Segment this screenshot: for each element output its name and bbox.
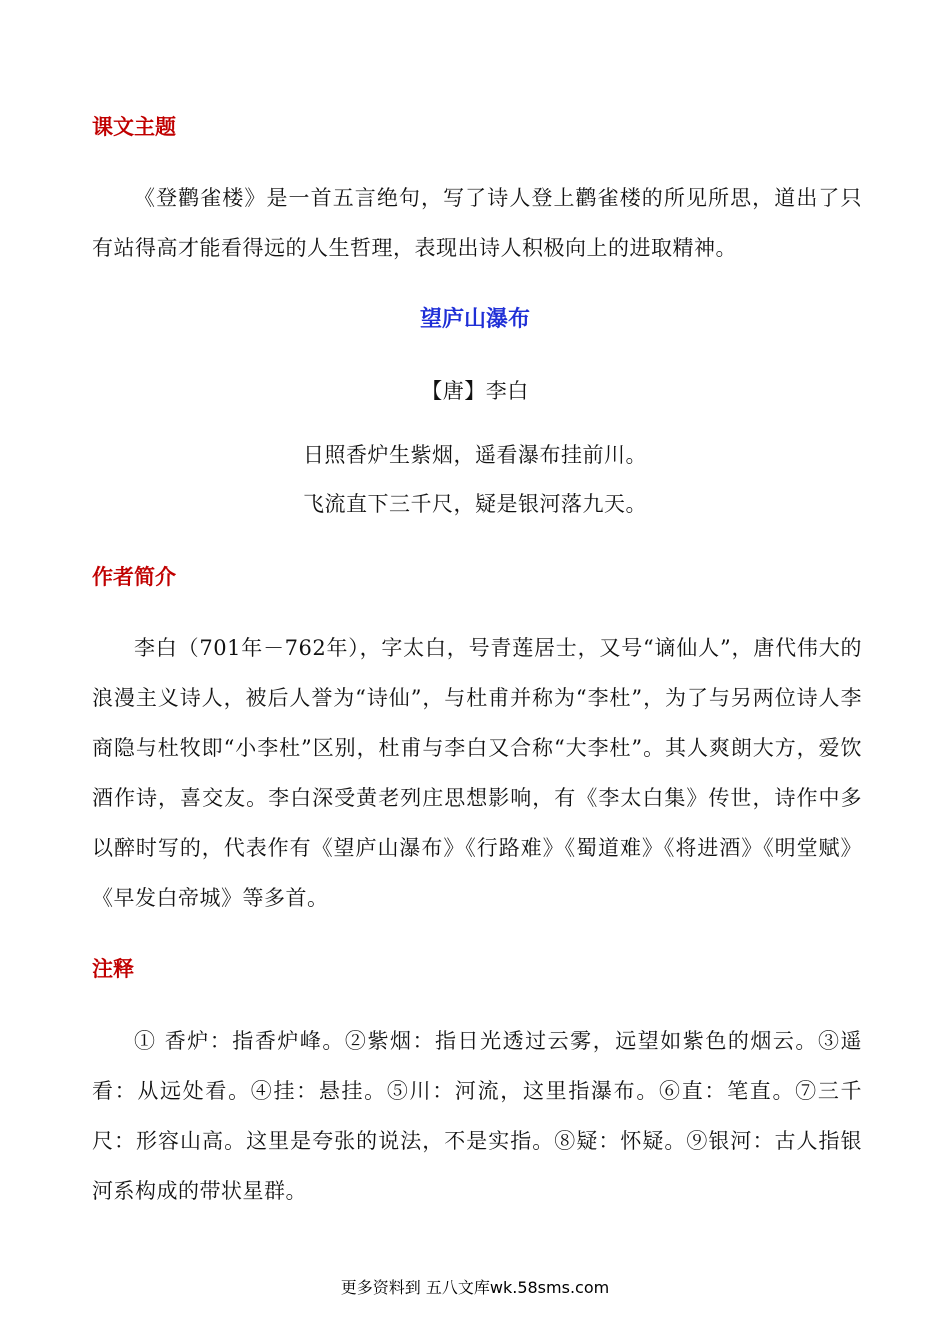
section-heading-notes: 注释	[92, 957, 134, 981]
footer-link[interactable]: 更多资料到 五八文库wk.58sms.com	[340, 1278, 610, 1297]
poem-author: 【唐】李白	[421, 379, 529, 403]
author-paragraph: 李白（701年－762年），字太白，号青莲居士，又号“谪仙人”，唐代伟大的浪漫主义诗人，被后人誉为“诗仙”，与杜甫并称为“李杜”，为了与另两位诗人李商隐与杜牧即“小李杜”区别，杜甫与李白又合称“大李杜”。其人爽朗大方，爱饮酒作诗，喜交友。李白深受黄老列庄思想影响，有《李太白集》传世，诗作中多以醉时写的，代表作有《望庐山瀑布》《行路难》《蜀道难》《将进酒》《明堂赋》《早发白帝城》等多首。	[92, 636, 862, 910]
theme-paragraph: 《登鹳雀楼》是一首五言绝句，写了诗人登上鹳雀楼的所见所思，道出了只有站得高才能看得远的人生哲理，表现出诗人积极向上的进取精神。	[92, 186, 862, 260]
poem-line-1: 日照香炉生紫烟，遥看瀑布挂前川。	[303, 443, 647, 467]
poem-title: 望庐山瀑布	[419, 307, 530, 332]
poem-line-2: 飞流直下三千尺，疑是银河落九天。	[303, 492, 647, 516]
notes-paragraph: ① 香炉：指香炉峰。②紫烟：指日光透过云雾，远望如紫色的烟云。③遥看：从远处看。④挂：悬挂。⑤川：河流，这里指瀑布。⑥直：笔直。⑦三千尺：形容山高。这里是夸张的说法，不是实指。⑧疑：怀疑。⑨银河：古人指银河系构成的带状星群。	[92, 1029, 862, 1203]
section-heading-author: 作者简介	[92, 565, 176, 589]
section-heading-theme: 课文主题	[92, 115, 176, 139]
